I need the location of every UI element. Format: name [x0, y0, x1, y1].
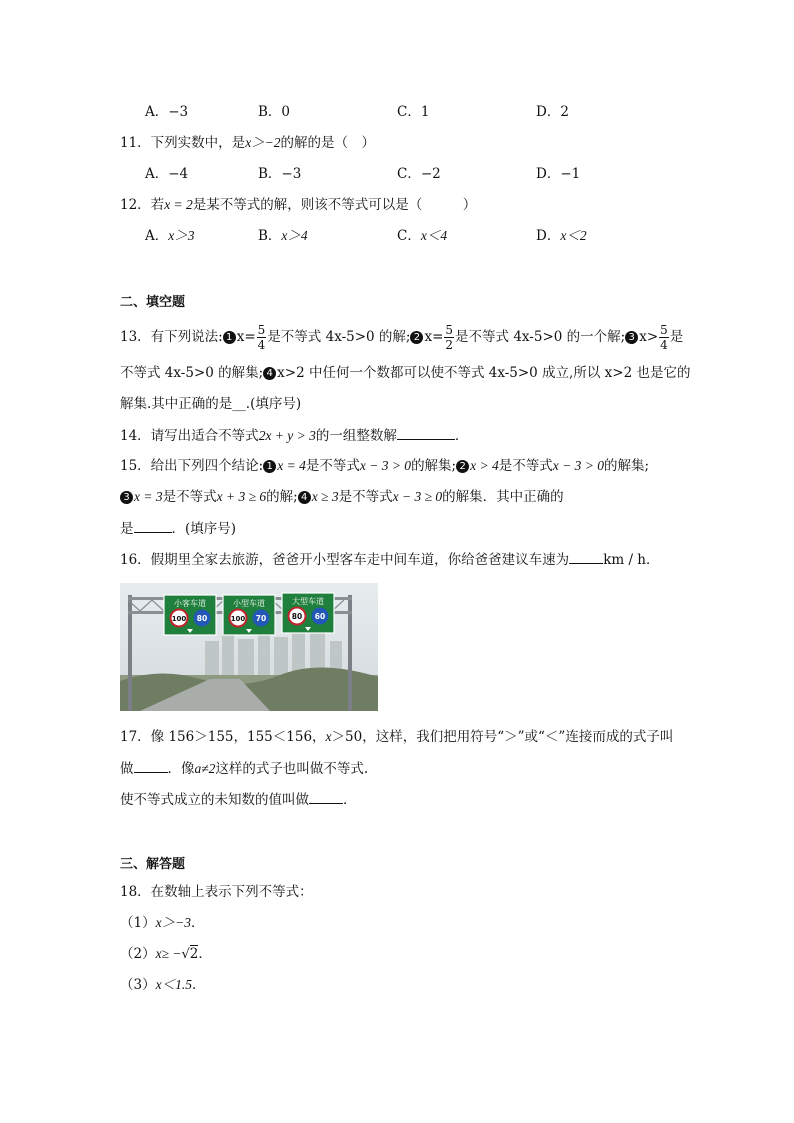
fraction-5-4b: $\frac{5}{4}$	[660, 323, 668, 352]
lane-sign-3	[282, 593, 334, 633]
circled-number-4: 4	[263, 367, 276, 380]
q17-blank-2	[309, 789, 343, 804]
circled-number-3: 3	[625, 331, 638, 344]
q11-option-c: C．−2	[397, 166, 441, 182]
q12-option-c: C．x＜4	[397, 228, 448, 244]
circled-number-2: 2	[410, 331, 423, 344]
svg-text:70: 70	[255, 614, 267, 623]
q12-math: x = 2	[164, 197, 193, 212]
q13-line2: 不等式 4x-5>0 的解集; 4 x>2 中任何一个数都可以使不等式 4x-5>0 成立,所以 x>2 也是它的	[120, 365, 691, 381]
svg-text:大型车道: 大型车道	[292, 597, 324, 606]
q11-math: x＞−2	[245, 135, 281, 150]
q14-stem: 14．请写出适合不等式2x + y > 3的一组整数解 ．	[120, 425, 468, 446]
q14-answer-blank	[397, 425, 455, 440]
fraction-5-4: $\frac{5}{4}$	[257, 323, 266, 352]
q12-stem: 12．若x = 2是某不等式的解，则该不等式可以是（ ）	[120, 197, 477, 213]
q13-line3: 解集.其中正确的是__.(填序号)	[120, 396, 302, 412]
lane-sign-2	[223, 595, 275, 635]
q17-blank-1	[134, 758, 168, 773]
q18-part3: （3）x＜1.5．	[120, 977, 206, 993]
q15-line1: 15．给出下列四个结论: 1 x = 4是不等式x − 3 > 0的解集; 2 x > 4是不等式x − 3 > 0的解集;	[120, 458, 650, 474]
q17-line3: 使不等式成立的未知数的值叫做 ．	[120, 789, 357, 810]
q11-option-d: D．−1	[536, 166, 581, 182]
circled-number-4: 4	[298, 491, 311, 504]
q18-part1: （1）x＞−3．	[120, 915, 205, 931]
circled-number-1: 1	[263, 460, 276, 473]
q17-line1: 17．像 156＞155，155＜156，x＞50，这样，我们把用符号“＞”或“＜”连接而成的式子叫	[120, 729, 674, 745]
svg-text:小客车道: 小客车道	[174, 599, 206, 608]
q18-stem: 18．在数轴上表示下列不等式：	[120, 884, 313, 900]
svg-text:80: 80	[291, 612, 303, 621]
circled-number-2: 2	[456, 460, 469, 473]
circled-number-1: 1	[223, 331, 236, 344]
svg-text:80: 80	[196, 614, 208, 623]
q11-stem: 11．下列实数中，是x＞−2的解的是（ ）	[120, 135, 376, 151]
q13-line1: 13．有下列说法: 1 x= $\frac{5}{4}$ 是不等式 4x-5>0 的解; 2 x= $\frac{5}{2}$ 是不等式 4x-5>0 的一个解; 3 x> $\frac{5}{4}$ 是	[120, 323, 684, 352]
lane-sign-1	[164, 595, 216, 635]
svg-text:100: 100	[230, 615, 246, 623]
q15-line2: 3 x = 3是不等式x + 3 ≥ 6的解; 4 x ≥ 3是不等式x − 3 ≥ 0的解集．其中正确的	[120, 487, 564, 507]
q12-option-b: B．x＞4	[258, 228, 308, 244]
section-solve-title: 三、解答题	[120, 857, 186, 872]
svg-text:60: 60	[314, 612, 326, 621]
q10-option-d: D．2	[536, 104, 569, 120]
q17-line2: 做 ．像a≠2这样的式子也叫做不等式.	[120, 758, 368, 779]
fraction-5-2: $\frac{5}{2}$	[445, 323, 454, 352]
q18-part2: （2）x≥ −√2．	[120, 946, 212, 962]
q15-answer-blank	[134, 518, 172, 533]
highway-photo-svg	[120, 583, 378, 711]
svg-text:100: 100	[171, 615, 187, 623]
q15-line3: 是 ．(填序号)	[120, 518, 236, 539]
section-fill-in-title: 二、填空题	[120, 295, 186, 310]
q11-option-b: B．−3	[258, 166, 302, 182]
q10-option-a: A．−3	[145, 104, 189, 120]
q10-option-c: C．1	[397, 104, 430, 120]
q10-option-b: B．0	[258, 104, 291, 120]
q11-option-a: A．−4	[145, 166, 189, 182]
q16-stem: 16．假期里全家去旅游，爸爸开小型客车走中间车道，你给爸爸建议车速为 km / h．	[120, 549, 660, 570]
svg-text:小型车道: 小型车道	[233, 599, 265, 608]
q12-option-d: D．x＜2	[536, 228, 587, 244]
q12-option-a: A．x＞3	[145, 228, 195, 244]
highway-signs-photo	[120, 583, 378, 711]
q16-answer-blank	[569, 549, 603, 564]
circled-number-3: 3	[120, 491, 133, 504]
